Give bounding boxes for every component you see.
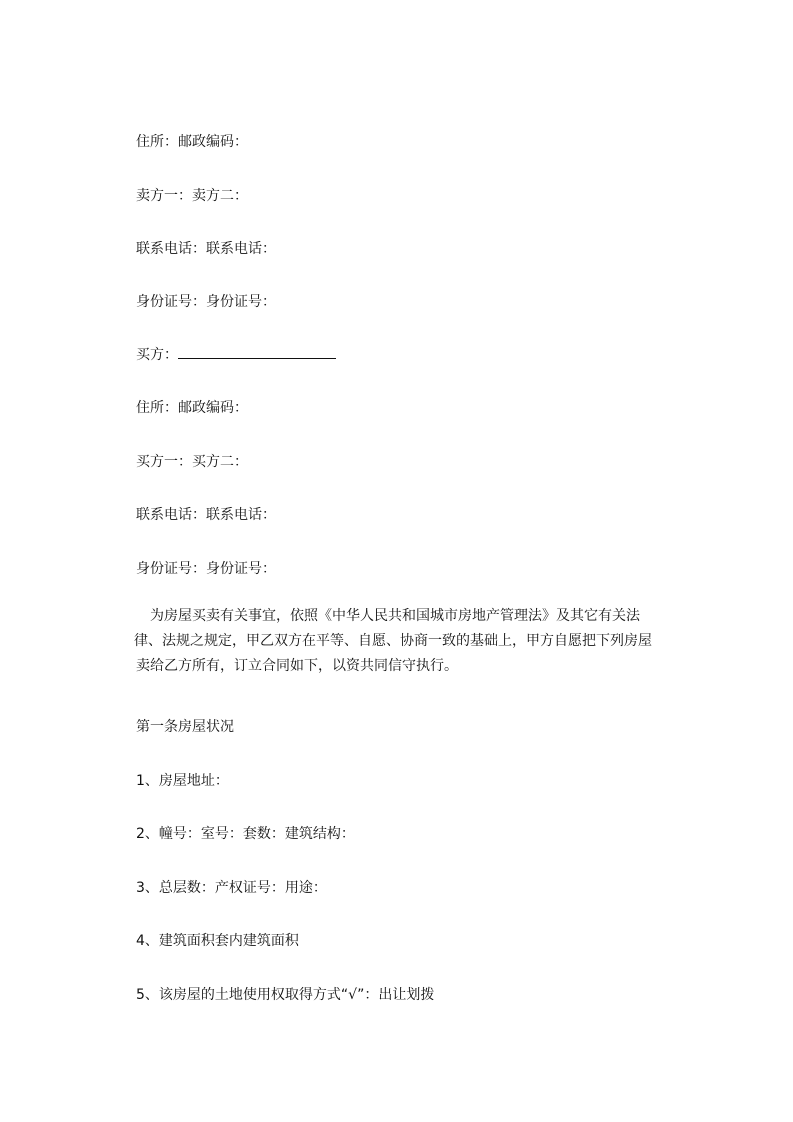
buyer-phone-line: 联系电话：联系电话：	[136, 507, 276, 523]
seller-id-line: 身份证号：身份证号：	[136, 294, 276, 310]
article-1-item: 5、该房屋的土地使用权取得方式“√”：出让划拨	[136, 987, 435, 1003]
preamble-line-2: 律、法规之规定，甲乙双方在平等、自愿、协商一致的基础上，甲方自愿把下列房屋	[134, 633, 652, 649]
article-1-item: 1、房屋地址：	[136, 773, 229, 789]
article-1-item: 3、总层数：产权证号：用途：	[136, 880, 327, 896]
buyer-name-line	[136, 346, 336, 364]
preamble-line-1: 为房屋买卖有关事宜，依照《中华人民共和国城市房地产管理法》及其它有关法	[150, 608, 640, 624]
buyer-parties-line: 买方一：买方二：	[136, 454, 248, 470]
seller-parties-line: 卖方一：卖方二：	[136, 188, 248, 204]
buyer-name-blank	[178, 346, 336, 359]
buyer-label: 买方：	[136, 347, 178, 363]
article-1-item: 2、幢号：室号：套数：建筑结构：	[136, 826, 355, 842]
seller-phone-line: 联系电话：联系电话：	[136, 241, 276, 257]
article-1-title: 第一条房屋状况	[136, 719, 234, 735]
article-1-item: 4、建筑面积套内建筑面积	[136, 933, 299, 949]
seller-address-line: 住所：邮政编码：	[136, 134, 248, 150]
preamble-line-3: 卖给乙方所有，订立合同如下，以资共同信守执行。	[136, 658, 458, 674]
preamble-paragraph	[136, 604, 696, 679]
buyer-address-line: 住所：邮政编码：	[136, 400, 248, 416]
buyer-id-line: 身份证号：身份证号：	[136, 561, 276, 577]
